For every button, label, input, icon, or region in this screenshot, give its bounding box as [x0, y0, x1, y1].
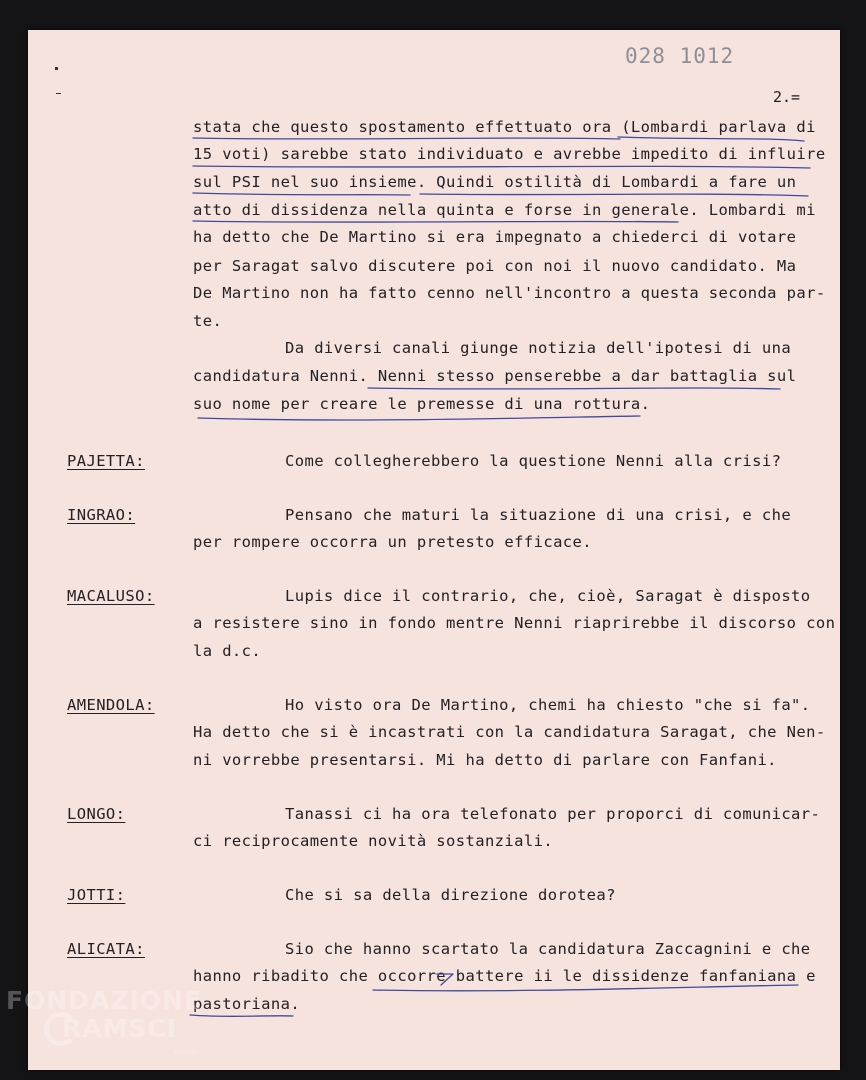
text-line: sul PSI nel suo insieme. Quindi ostilità di Lombardi a fare un: [193, 173, 797, 191]
text-line: De Martino non ha fatto cenno nell'incontro a questa seconda par-: [193, 284, 826, 302]
speech-line: Tanassi ci ha ora telefonato per proporci di comunicar-: [285, 805, 821, 823]
speaker-label: AMENDOLA:: [67, 696, 155, 714]
text-line: 15 voti) sarebbe stato individuato e avrebbe impedito di influire: [193, 145, 826, 163]
speech-line: Ho visto ora De Martino, chemi ha chiesto "che si fa".: [285, 696, 811, 714]
speech-line: Sio che hanno scartato la candidatura Zaccagnini e che: [285, 940, 811, 958]
text-line: per Saragat salvo discutere poi con noi il nuovo candidato. Ma: [193, 257, 797, 275]
speech-line: a resistere sino in fondo mentre Nenni riaprirebbe il discorso con: [193, 614, 836, 632]
margin-tick: [56, 93, 61, 94]
speech-line: pastoriana.: [193, 995, 301, 1013]
watermark-logo: FONDAZIONE: [6, 986, 203, 1015]
speaker-label: MACALUSO:: [67, 587, 155, 605]
speech-line: Come collegherebbero la questione Nenni alla crisi?: [285, 452, 782, 470]
speaker-label: ALICATA:: [67, 940, 145, 958]
watermark-logo-line2: RAMSCI: [62, 1014, 178, 1043]
text-line: atto di dissidenza nella quinta e forse in generale. Lombardi mi: [193, 201, 816, 219]
speech-line: Che si sa della direzione dorotea?: [285, 886, 616, 904]
speech-line: la d.c.: [193, 642, 262, 660]
text-line: Da diversi canali giunge notizia dell'ipotesi di una: [285, 339, 792, 357]
text-line: suo nome per creare le premesse di una rottura.: [193, 395, 651, 413]
speaker-label: PAJETTA:: [67, 452, 145, 470]
text-line: te.: [193, 312, 223, 330]
watermark-logo-line3: onlus: [174, 1048, 199, 1058]
speech-line: hanno ribadito che occorre battere ii le dissidenze fanfaniana e: [193, 967, 816, 985]
margin-dot: [55, 67, 58, 70]
text-line: stata che questo spostamento effettuato ora (Lombardi parlava di: [193, 118, 816, 136]
speech-line: per rompere occorra un pretesto efficace.: [193, 533, 593, 551]
page-number: 2.=: [773, 88, 801, 106]
speech-line: Lupis dice il contrario, che, cioè, Saragat è disposto: [285, 587, 811, 605]
speech-line: Ha detto che si è incastrati con la candidatura Saragat, che Nen-: [193, 723, 826, 741]
speaker-label: JOTTI:: [67, 886, 126, 904]
archive-stamp: 028 1012: [625, 44, 735, 68]
speech-line: ni vorrebbe presentarsi. Mi ha detto di parlare con Fanfani.: [193, 751, 777, 769]
speech-line: ci reciprocamente novità sostanziali.: [193, 832, 554, 850]
speaker-label: LONGO:: [67, 805, 126, 823]
speaker-label: INGRAO:: [67, 506, 136, 524]
text-line: candidatura Nenni. Nenni stesso penserebbe a dar battaglia sul: [193, 367, 797, 385]
text-line: ha detto che De Martino si era impegnato a chiederci di votare: [193, 228, 797, 246]
speech-line: Pensano che maturi la situazione di una crisi, e che: [285, 506, 792, 524]
